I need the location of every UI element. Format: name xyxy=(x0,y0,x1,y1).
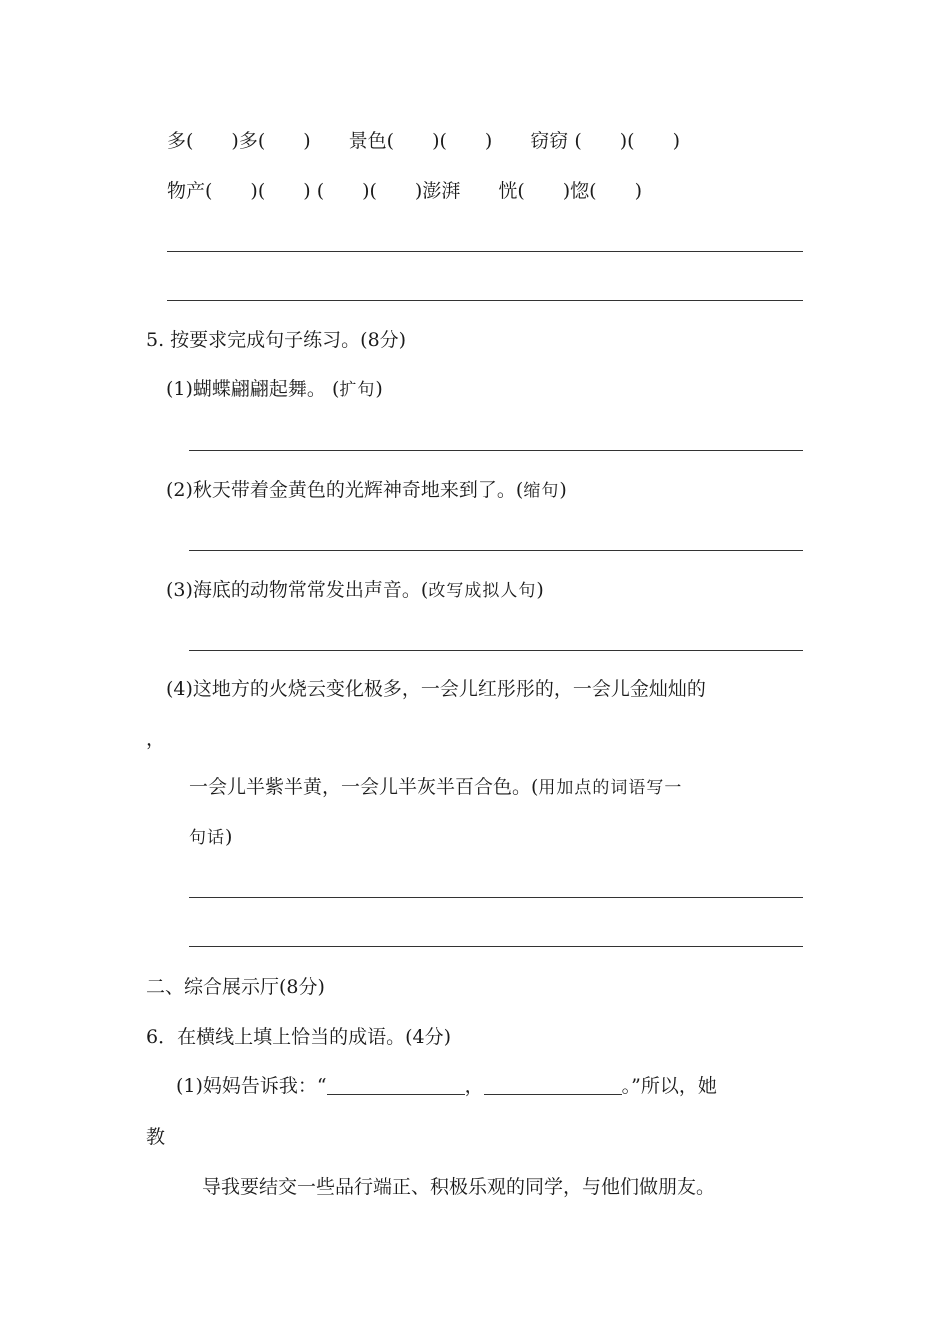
q5-item-2-note: 缩句 xyxy=(523,481,560,501)
q4-answer-line-2[interactable] xyxy=(167,300,803,301)
q4-row2: 物产( )( ) ( )( )澎湃 恍( )惚( ) xyxy=(167,180,642,202)
q5-item-4-line3 xyxy=(189,825,232,850)
q5-item-2-text: (2)秋天带着金黄色的光辉神奇地来到了。( xyxy=(166,479,524,501)
q5-item-4-note2: 句话 xyxy=(189,828,225,848)
q6-item-1-prefix: (1)妈妈告诉我：“ xyxy=(176,1075,327,1097)
q5-item-4-line1: (4)这地方的火烧云变化极多，一会儿红彤彤的，一会儿金灿灿的 xyxy=(166,678,706,700)
q5-item-2-close: ) xyxy=(559,479,567,501)
q5-item-2-answer-line[interactable] xyxy=(189,550,803,551)
q5-item-3-note: 改写成拟人句 xyxy=(428,581,537,601)
q6-idiom-blank-2[interactable] xyxy=(484,1075,622,1095)
q5-item-3-answer-line[interactable] xyxy=(189,650,803,651)
section-2-title: 二、综合展示厅(8分) xyxy=(146,976,325,998)
q5-item-4-comma: ， xyxy=(146,728,166,750)
q5-item-1 xyxy=(166,377,383,402)
q5-item-4-line2-text: 一会儿半紫半黄，一会儿半灰半百合色。( xyxy=(189,776,539,798)
q6-item-1-cont: 教 xyxy=(146,1126,166,1148)
q5-item-1-answer-line[interactable] xyxy=(189,450,803,451)
q5-item-1-close: ) xyxy=(375,378,383,400)
q5-title: 5. 按要求完成句子练习。(8分) xyxy=(146,329,407,351)
q6-item-1-line2: 导我要结交一些品行端正、积极乐观的同学，与他们做朋友。 xyxy=(202,1176,716,1198)
q5-item-3 xyxy=(166,578,544,603)
q4-answer-line-1[interactable] xyxy=(167,251,803,252)
q5-item-2 xyxy=(166,478,567,503)
q5-item-4-answer-line-1[interactable] xyxy=(189,897,803,898)
q5-item-1-text: (1)蝴蝶翩翩起舞。 ( xyxy=(166,378,340,400)
q4-row1: 多( )多( ) 景色( )( ) 窃窃 ( )( ) xyxy=(167,130,680,152)
q6-idiom-blank-1[interactable] xyxy=(327,1075,465,1095)
q5-item-3-close: ) xyxy=(536,579,544,601)
q5-item-4-note1: 用加点的词语写一 xyxy=(538,778,683,798)
q5-item-1-note: 扩句 xyxy=(339,380,376,400)
q6-title: 6．在横线上填上恰当的成语。(4分) xyxy=(146,1026,452,1048)
q5-item-4-answer-line-2[interactable] xyxy=(189,946,803,947)
q6-item-1-suffix: 。”所以，她 xyxy=(621,1075,717,1097)
q5-item-4-close: ) xyxy=(225,826,233,848)
q5-item-4-line2 xyxy=(189,775,682,800)
q5-item-3-text: (3)海底的动物常常发出声音。( xyxy=(166,579,429,601)
q6-item-1 xyxy=(176,1074,717,1098)
q6-item-1-sep: ， xyxy=(464,1075,484,1097)
